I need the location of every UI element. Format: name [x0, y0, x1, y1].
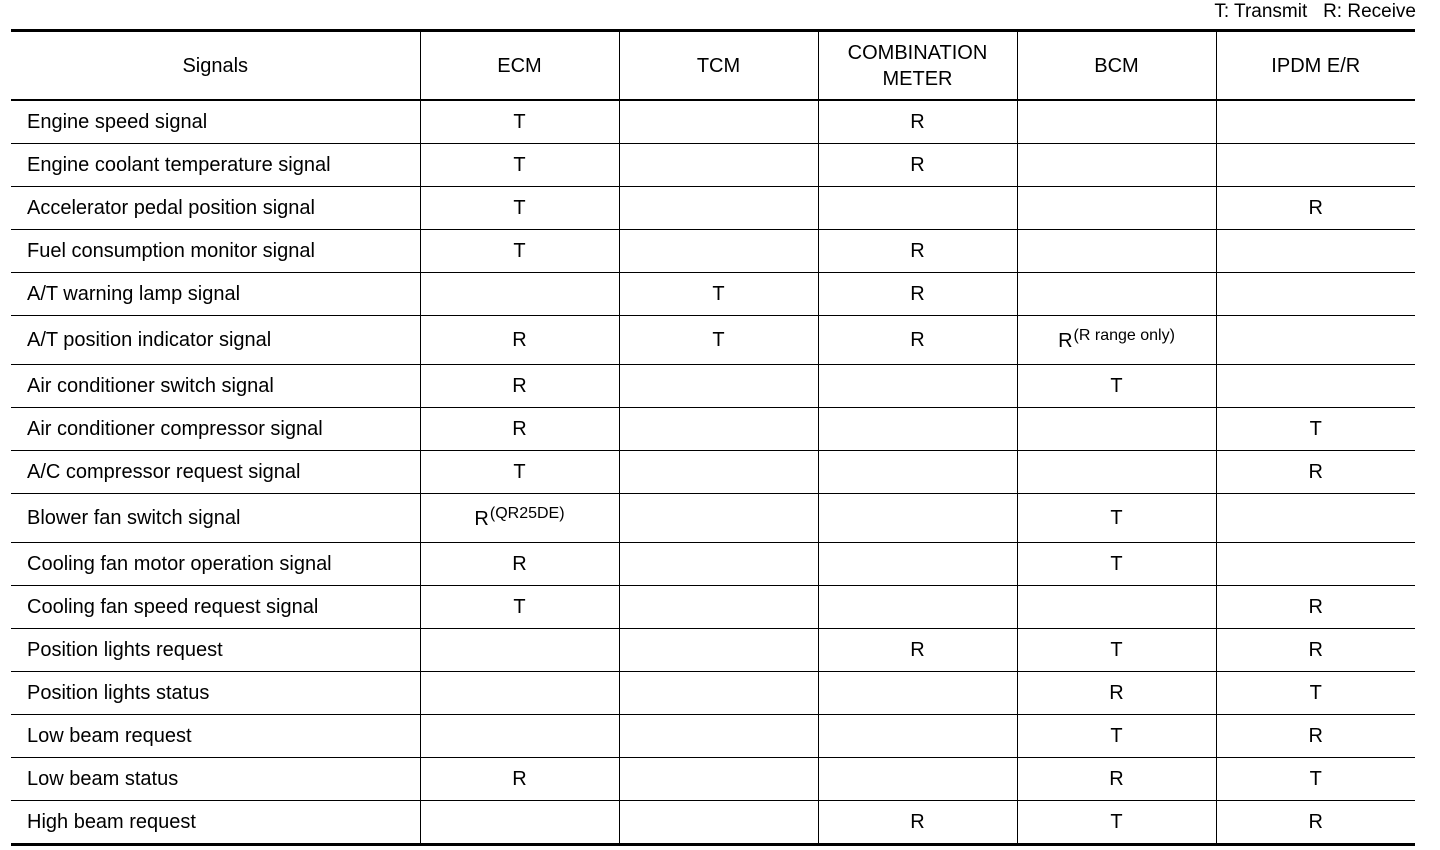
- signal-cell: [1017, 230, 1216, 273]
- signal-cell: [818, 629, 1017, 672]
- signal-cell: [1017, 408, 1216, 451]
- table-row: [11, 715, 1415, 758]
- signal-cell: [1216, 230, 1415, 273]
- cell-value: T: [1110, 506, 1123, 529]
- signal-name: Engine speed signal: [11, 100, 420, 144]
- signal-cell: [1017, 273, 1216, 316]
- signal-cell: [1216, 316, 1415, 365]
- table-row: [11, 494, 1415, 543]
- signal-cell: [619, 715, 818, 758]
- signal-cell: [1216, 494, 1415, 543]
- signal-cell: [818, 543, 1017, 586]
- signal-cell: [619, 586, 818, 629]
- signal-cell: [1216, 408, 1415, 451]
- cell-value: R: [1308, 638, 1323, 661]
- signal-cell: [619, 801, 818, 845]
- cell-value: T: [712, 328, 725, 351]
- signal-cell: [1017, 100, 1216, 144]
- signal-name: Engine coolant temperature signal: [11, 144, 420, 187]
- signal-cell: [818, 316, 1017, 365]
- cell-note: (R range only): [1073, 327, 1175, 344]
- signal-name: A/T warning lamp signal: [11, 273, 420, 316]
- signal-name: Position lights request: [11, 629, 420, 672]
- signal-cell: [818, 451, 1017, 494]
- cell-value: R: [1308, 460, 1323, 483]
- signal-cell: [1216, 801, 1415, 845]
- cell-value: T: [1110, 552, 1123, 575]
- signal-cell: [619, 451, 818, 494]
- signal-name: Low beam status: [11, 758, 420, 801]
- cell-value: R: [512, 417, 527, 440]
- table-row: [11, 451, 1415, 494]
- cell-value: R: [1308, 595, 1323, 618]
- signal-cell: [420, 230, 619, 273]
- signal-cell: [619, 230, 818, 273]
- signal-cell: [420, 365, 619, 408]
- signal-cell: [420, 100, 619, 144]
- cell-value: R: [910, 153, 925, 176]
- signal-cell: [619, 100, 818, 144]
- signal-cell: [818, 365, 1017, 408]
- cell-value: T: [513, 110, 526, 133]
- signal-cell: [818, 494, 1017, 543]
- signal-cell: [1017, 494, 1216, 543]
- cell-value: R: [512, 552, 527, 575]
- signal-cell: [818, 408, 1017, 451]
- signal-cell: [619, 758, 818, 801]
- table-row: [11, 543, 1415, 586]
- cell-value: R: [910, 810, 925, 833]
- signal-name: Air conditioner switch signal: [11, 365, 420, 408]
- signal-cell: [420, 316, 619, 365]
- signal-cell: [1216, 629, 1415, 672]
- signal-cell: [1017, 144, 1216, 187]
- cell-value: R: [910, 328, 925, 351]
- signal-cell: [619, 144, 818, 187]
- signal-name: High beam request: [11, 801, 420, 845]
- signal-name: Air conditioner compressor signal: [11, 408, 420, 451]
- cell-value: R: [1109, 681, 1124, 704]
- cell-value: T: [712, 282, 725, 305]
- cell-value: T: [1110, 638, 1123, 661]
- cell-value: T: [513, 239, 526, 262]
- cell-value: T: [513, 153, 526, 176]
- signal-name: Fuel consumption monitor signal: [11, 230, 420, 273]
- signal-cell: [1216, 715, 1415, 758]
- signal-cell: [619, 187, 818, 230]
- table-row: [11, 144, 1415, 187]
- table-body: [11, 100, 1415, 845]
- signal-name: Low beam request: [11, 715, 420, 758]
- cell-value: T: [513, 196, 526, 219]
- cell-value: R: [910, 110, 925, 133]
- table-row: [11, 586, 1415, 629]
- table-row: [11, 100, 1415, 144]
- signal-cell: [818, 230, 1017, 273]
- signal-cell: [1017, 758, 1216, 801]
- signal-cell: [1216, 273, 1415, 316]
- cell-value: R: [1308, 196, 1323, 219]
- signal-cell: [818, 100, 1017, 144]
- cell-value: T: [1110, 374, 1123, 397]
- signal-cell: [1216, 758, 1415, 801]
- signal-name: A/T position indicator signal: [11, 316, 420, 365]
- cell-value: R: [910, 282, 925, 305]
- signal-cell: [619, 408, 818, 451]
- signal-cell: [818, 144, 1017, 187]
- signal-table: [11, 29, 1415, 846]
- signal-name: A/C compressor request signal: [11, 451, 420, 494]
- cell-value: R: [1058, 330, 1073, 352]
- signal-cell: [1017, 187, 1216, 230]
- signal-cell: [420, 758, 619, 801]
- header-bcm: BCM: [1017, 31, 1216, 101]
- cell-value: T: [1309, 417, 1322, 440]
- signal-cell: [818, 715, 1017, 758]
- table-row: [11, 273, 1415, 316]
- signal-cell: [1017, 715, 1216, 758]
- signal-cell: [619, 273, 818, 316]
- signal-cell: [619, 316, 818, 365]
- header-row: [11, 31, 1415, 101]
- cell-value: R: [910, 638, 925, 661]
- header-ipdm-er: IPDM E/R: [1216, 31, 1415, 101]
- signal-cell: [420, 715, 619, 758]
- cell-value: R: [474, 508, 489, 530]
- signal-name: Blower fan switch signal: [11, 494, 420, 543]
- signal-cell: [1216, 672, 1415, 715]
- signal-cell: [1216, 144, 1415, 187]
- cell-value: R: [1308, 724, 1323, 747]
- cell-value: R: [512, 374, 527, 397]
- table-row: [11, 316, 1415, 365]
- legend: T: Transmit R: Receive: [1214, 1, 1416, 22]
- signal-cell: [1216, 543, 1415, 586]
- signal-name: Position lights status: [11, 672, 420, 715]
- signal-cell: [818, 273, 1017, 316]
- cell-value: T: [513, 595, 526, 618]
- signal-cell: [420, 144, 619, 187]
- signal-name: Cooling fan speed request signal: [11, 586, 420, 629]
- signal-cell: [1216, 586, 1415, 629]
- table-row: [11, 230, 1415, 273]
- cell-value: T: [1309, 767, 1322, 790]
- signal-cell: [1216, 365, 1415, 408]
- signal-cell: [420, 494, 619, 543]
- header-signals: Signals: [11, 31, 420, 101]
- signal-cell: [1017, 451, 1216, 494]
- cell-note: (QR25DE): [489, 505, 565, 522]
- cell-value: R: [512, 767, 527, 790]
- signal-cell: [420, 543, 619, 586]
- signal-cell: [420, 187, 619, 230]
- signal-cell: [818, 672, 1017, 715]
- signal-cell: [1017, 672, 1216, 715]
- cell-value: R: [1109, 767, 1124, 790]
- signal-cell: [420, 586, 619, 629]
- signal-name: Cooling fan motor operation signal: [11, 543, 420, 586]
- table-row: [11, 758, 1415, 801]
- cell-value: R: [512, 328, 527, 351]
- signal-cell: [818, 187, 1017, 230]
- cell-value: T: [1309, 681, 1322, 704]
- signal-cell: [420, 451, 619, 494]
- cell-value: R: [1308, 810, 1323, 833]
- table-row: [11, 187, 1415, 230]
- header-combination-meter: COMBINATION METER: [818, 31, 1017, 101]
- signal-cell: [420, 672, 619, 715]
- cell-value: T: [1110, 724, 1123, 747]
- table-row: [11, 672, 1415, 715]
- signal-cell: [1017, 801, 1216, 845]
- signal-cell: [1216, 187, 1415, 230]
- signal-cell: [818, 758, 1017, 801]
- signal-cell: [619, 365, 818, 408]
- signal-name: Accelerator pedal position signal: [11, 187, 420, 230]
- signal-cell: [1216, 451, 1415, 494]
- header-ecm: ECM: [420, 31, 619, 101]
- table-row: [11, 801, 1415, 845]
- signal-cell: [818, 586, 1017, 629]
- signal-cell: [420, 408, 619, 451]
- signal-cell: [1017, 629, 1216, 672]
- signal-cell: [420, 273, 619, 316]
- signal-cell: [1216, 100, 1415, 144]
- table-row: [11, 365, 1415, 408]
- cell-value: T: [1110, 810, 1123, 833]
- signal-cell: [1017, 316, 1216, 365]
- signal-cell: [420, 629, 619, 672]
- signal-cell: [420, 801, 619, 845]
- signal-cell: [1017, 586, 1216, 629]
- signal-cell: [818, 801, 1017, 845]
- table-row: [11, 408, 1415, 451]
- signal-cell: [1017, 543, 1216, 586]
- cell-value: R: [910, 239, 925, 262]
- cell-value: T: [513, 460, 526, 483]
- signal-cell: [619, 494, 818, 543]
- table-row: [11, 629, 1415, 672]
- signal-cell: [619, 672, 818, 715]
- signal-cell: [1017, 365, 1216, 408]
- signal-cell: [619, 543, 818, 586]
- header-tcm: TCM: [619, 31, 818, 101]
- signal-cell: [619, 629, 818, 672]
